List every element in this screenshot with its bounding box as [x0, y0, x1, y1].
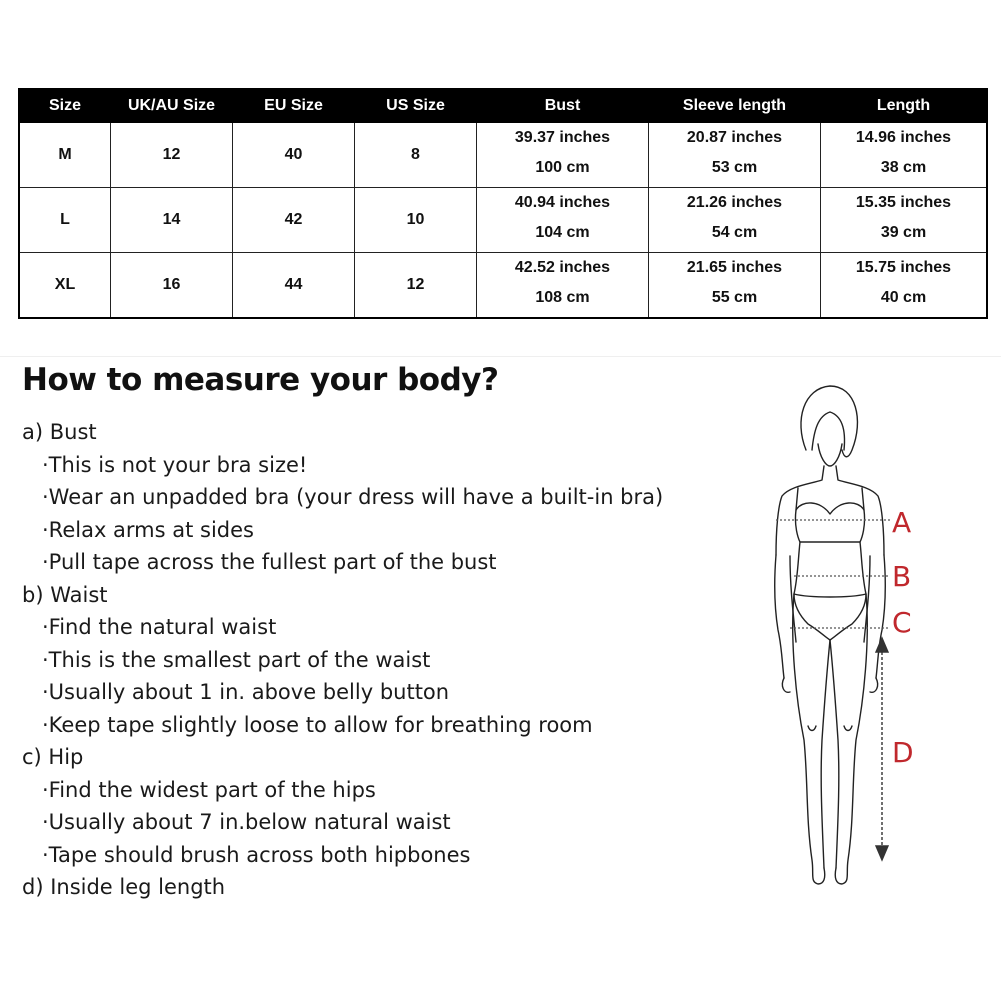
sleeve-length-cell: [649, 123, 821, 188]
bust-cm: 100 cm: [535, 159, 590, 176]
list-item: ·Wear an unpadded bra (your dress will have a built-in bra): [42, 485, 664, 509]
list-item: ·Usually about 1 in. above belly button: [42, 680, 450, 704]
header-us-size: US Size: [355, 89, 477, 123]
uk-au-size-cell: 16: [111, 253, 233, 319]
sleeve-cm: 54 cm: [711, 224, 758, 241]
sleeve-length-cell: [649, 188, 821, 253]
sleeve-inches: 21.65 inches: [686, 259, 783, 276]
header-uk-au-size: UK/AU Size: [111, 89, 233, 123]
list-item: ·This is the smallest part of the waist: [42, 647, 431, 672]
header-length: Length: [821, 89, 988, 123]
length-cm: 39 cm: [880, 224, 927, 241]
size-cell: L: [19, 188, 111, 253]
marker-b: B: [892, 560, 912, 593]
bust-cm: 108 cm: [535, 289, 590, 306]
list-item: ·Find the natural waist: [42, 615, 277, 639]
list-item: ·Keep tape slightly loose to allow for breathing room: [42, 712, 593, 737]
table-row: [19, 123, 987, 188]
bust-cell: [477, 253, 649, 319]
list-item: ·Pull tape across the fullest part of the bust: [42, 550, 497, 574]
section-label: b) Waist: [22, 582, 108, 607]
us-size-cell: 10: [355, 188, 477, 253]
uk-au-size-cell: 12: [111, 123, 233, 188]
section-label: d) Inside leg length: [22, 875, 226, 899]
size-cell: XL: [19, 253, 111, 319]
sleeve-cm: 55 cm: [711, 289, 758, 306]
header-eu-size: EU Size: [233, 89, 355, 123]
length-inches: 14.96 inches: [855, 129, 952, 146]
uk-au-size-cell: 14: [111, 188, 233, 253]
sleeve-cm: 53 cm: [711, 159, 758, 176]
list-item: ·Tape should brush across both hipbones: [42, 842, 471, 867]
section-label: c) Hip: [22, 745, 84, 769]
bust-cell: [477, 123, 649, 188]
body-outline-illustration: [740, 380, 980, 900]
bust-inches: 39.37 inches: [514, 129, 611, 146]
length-inches: 15.35 inches: [855, 194, 952, 211]
body-measurement-figure: [740, 380, 980, 900]
marker-d: D: [892, 736, 914, 769]
bust-inches: 42.52 inches: [514, 259, 611, 276]
guide-section-bust: [22, 416, 663, 579]
guide-section-hip: [22, 741, 663, 871]
us-size-cell: 12: [355, 253, 477, 319]
guide-section-inside-leg: [22, 871, 663, 904]
sleeve-inches: 20.87 inches: [686, 129, 783, 146]
eu-size-cell: 42: [233, 188, 355, 253]
bust-cm: 104 cm: [535, 224, 590, 241]
sleeve-length-cell: [649, 253, 821, 319]
list-item: ·Usually about 7 in.below natural waist: [42, 810, 451, 834]
measurement-guide: [22, 416, 663, 904]
bust-cell: [477, 188, 649, 253]
length-cell: [821, 123, 988, 188]
length-cell: [821, 253, 988, 319]
size-chart-header-row: [19, 89, 987, 123]
marker-c: C: [892, 606, 912, 639]
marker-a: A: [892, 506, 912, 539]
header-bust: Bust: [477, 89, 649, 123]
section-label: a) Bust: [22, 420, 97, 444]
table-row: [19, 188, 987, 253]
bust-inches: 40.94 inches: [514, 194, 611, 211]
page-title: How to measure your body?: [22, 362, 499, 398]
list-item: ·This is not your bra size!: [42, 452, 308, 477]
us-size-cell: 8: [355, 123, 477, 188]
eu-size-cell: 40: [233, 123, 355, 188]
size-cell: M: [19, 123, 111, 188]
table-row: [19, 253, 987, 319]
size-chart-table: [18, 88, 988, 319]
section-divider: [0, 356, 1001, 357]
sleeve-inches: 21.26 inches: [686, 194, 783, 211]
length-inches: 15.75 inches: [855, 259, 952, 276]
guide-section-waist: [22, 579, 663, 742]
header-size: Size: [19, 89, 111, 123]
length-cm: 38 cm: [880, 159, 927, 176]
eu-size-cell: 44: [233, 253, 355, 319]
header-sleeve-length: Sleeve length: [649, 89, 821, 123]
length-cm: 40 cm: [880, 289, 927, 306]
length-cell: [821, 188, 988, 253]
list-item: ·Find the widest part of the hips: [42, 777, 376, 802]
list-item: ·Relax arms at sides: [42, 517, 254, 542]
